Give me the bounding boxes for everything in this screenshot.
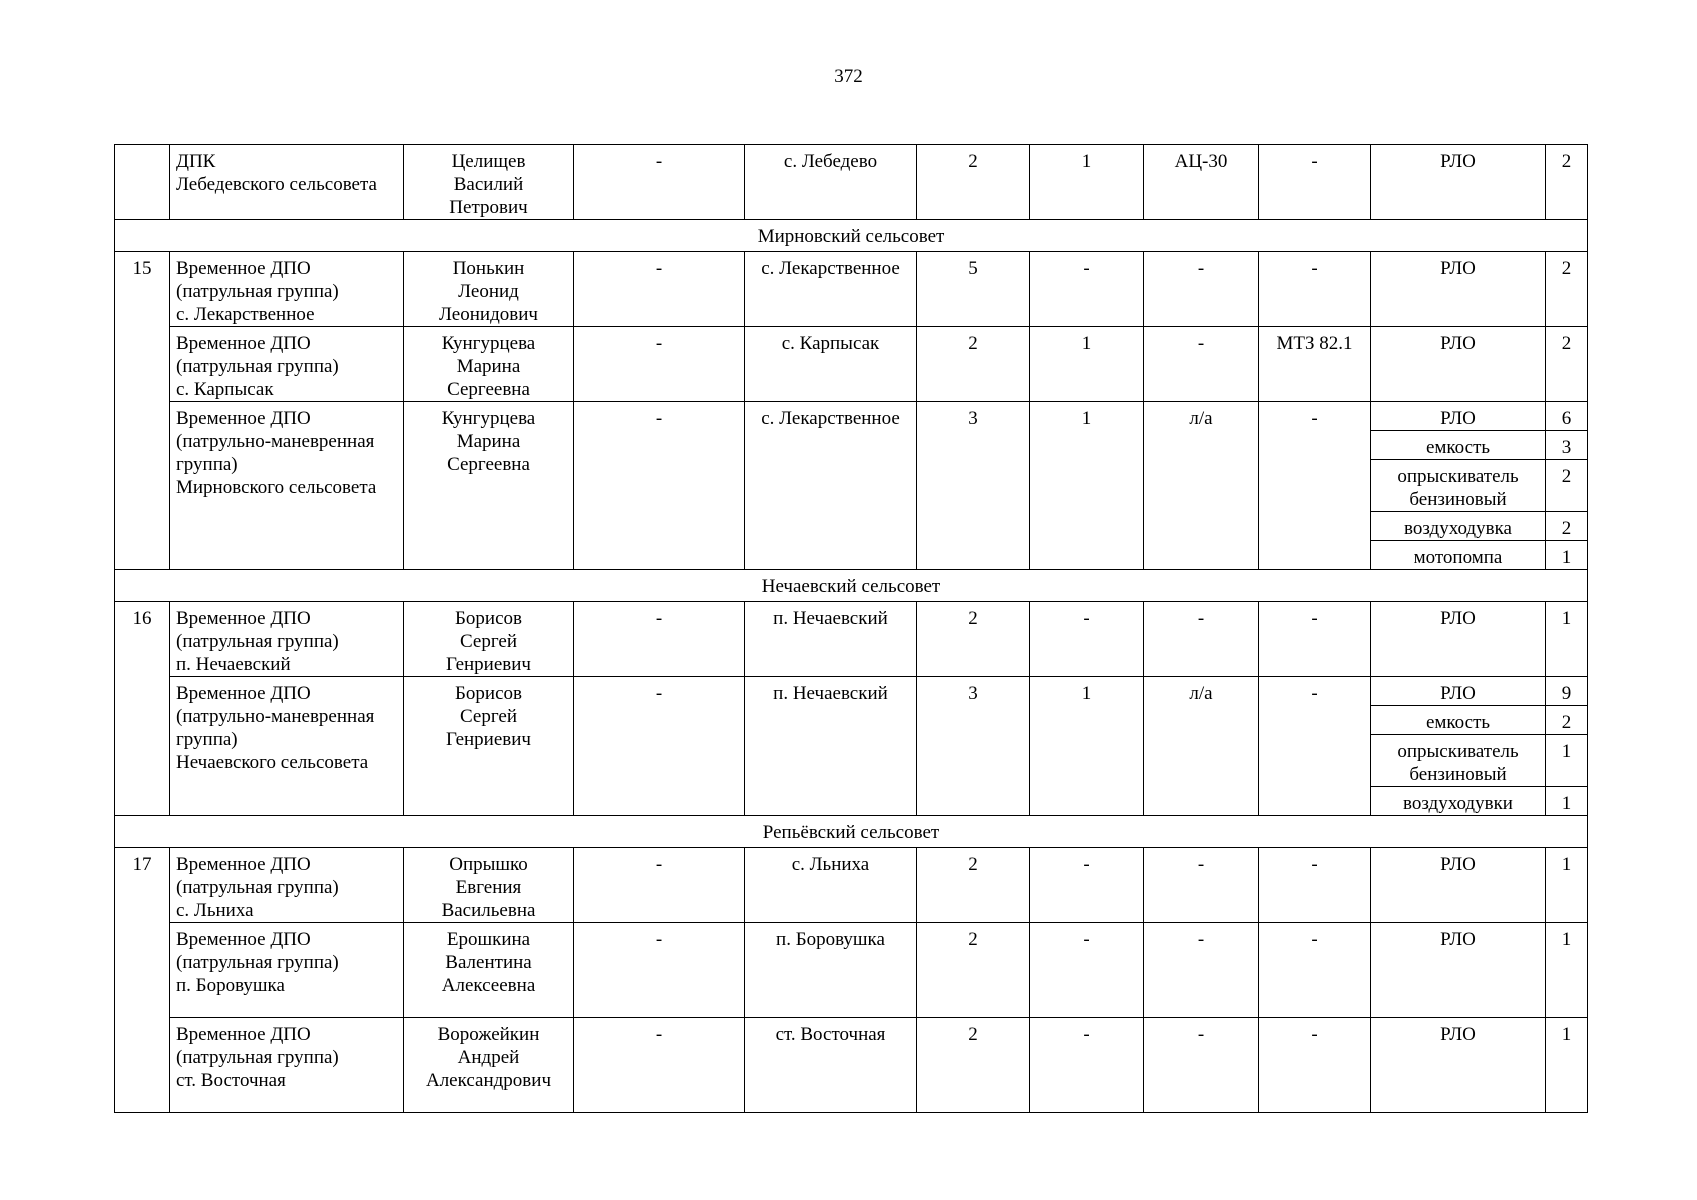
- location-cell: с. Лекарственное: [745, 402, 917, 570]
- vehicle-type-cell: -: [1144, 1018, 1259, 1113]
- table-row: [115, 677, 1588, 706]
- column-3-cell: -: [574, 252, 745, 327]
- equipment-item-cell: РЛО: [1371, 602, 1546, 677]
- section-row: [115, 816, 1588, 848]
- table-row: [115, 402, 1588, 431]
- vehicle-count-cell: -: [1030, 1018, 1144, 1113]
- column-3-cell: -: [574, 1018, 745, 1113]
- section-row: [115, 570, 1588, 602]
- equipment-item-cell: РЛО: [1371, 402, 1546, 431]
- equipment-item-cell: РЛО: [1371, 848, 1546, 923]
- table-row: [115, 145, 1588, 220]
- personnel-count-cell: 3: [917, 677, 1030, 816]
- table-row: [115, 848, 1588, 923]
- equipment-item-cell: РЛО: [1371, 923, 1546, 1018]
- unit-name-cell: Временное ДПО (патрульная группа) с. Льниха: [170, 848, 404, 923]
- equipment-qty-cell: 1: [1546, 735, 1588, 787]
- column-3-cell: -: [574, 402, 745, 570]
- column-3-cell: -: [574, 677, 745, 816]
- personnel-count-cell: 5: [917, 252, 1030, 327]
- equipment-item-cell: мотопомпа: [1371, 541, 1546, 570]
- unit-name-cell: Временное ДПО (патрульно-маневренная группа) Нечаевского сельсовета: [170, 677, 404, 816]
- personnel-count-cell: 2: [917, 1018, 1030, 1113]
- vehicle-count-cell: -: [1030, 848, 1144, 923]
- vehicle-type-cell: л/а: [1144, 677, 1259, 816]
- vehicle-type-cell: л/а: [1144, 402, 1259, 570]
- equipment-item-cell: опрыскиватель бензиновый: [1371, 460, 1546, 512]
- vehicle-type-cell: -: [1144, 923, 1259, 1018]
- head-name-cell: Борисов Сергей Генриевич: [404, 677, 574, 816]
- column-3-cell: -: [574, 327, 745, 402]
- head-name-cell: Понькин Леонид Леонидович: [404, 252, 574, 327]
- vehicle-count-cell: 1: [1030, 145, 1144, 220]
- table-row: [115, 602, 1588, 677]
- unit-name-cell: Временное ДПО (патрульная группа) с. Карпысак: [170, 327, 404, 402]
- location-cell: ст. Восточная: [745, 1018, 917, 1113]
- equipment-qty-cell: 1: [1546, 923, 1588, 1018]
- head-name-cell: Кунгурцева Марина Сергеевна: [404, 327, 574, 402]
- equipment-qty-cell: 2: [1546, 252, 1588, 327]
- equipment-qty-cell: 1: [1546, 787, 1588, 816]
- row-number-cell: 16: [115, 602, 170, 816]
- unit-name-cell: Временное ДПО (патрульная группа) п. Боровушка: [170, 923, 404, 1018]
- column-3-cell: -: [574, 145, 745, 220]
- table-row: [115, 923, 1588, 1018]
- vehicle-type-cell: АЦ-30: [1144, 145, 1259, 220]
- head-name-cell: Борисов Сергей Генриевич: [404, 602, 574, 677]
- location-cell: с. Карпысак: [745, 327, 917, 402]
- tractor-cell: -: [1259, 402, 1371, 570]
- head-name-cell: Опрышко Евгения Васильевна: [404, 848, 574, 923]
- equipment-item-cell: воздуходувки: [1371, 787, 1546, 816]
- column-3-cell: -: [574, 848, 745, 923]
- location-cell: с. Лебедево: [745, 145, 917, 220]
- vehicle-type-cell: -: [1144, 602, 1259, 677]
- equipment-qty-cell: 6: [1546, 402, 1588, 431]
- equipment-qty-cell: 2: [1546, 145, 1588, 220]
- location-cell: п. Боровушка: [745, 923, 917, 1018]
- equipment-qty-cell: 9: [1546, 677, 1588, 706]
- equipment-item-cell: РЛО: [1371, 677, 1546, 706]
- vehicle-count-cell: -: [1030, 252, 1144, 327]
- unit-name-cell: Временное ДПО (патрульная группа) с. Лекарственное: [170, 252, 404, 327]
- head-name-cell: Целищев Василий Петрович: [404, 145, 574, 220]
- equipment-qty-cell: 2: [1546, 706, 1588, 735]
- personnel-count-cell: 2: [917, 327, 1030, 402]
- column-3-cell: -: [574, 923, 745, 1018]
- tractor-cell: -: [1259, 1018, 1371, 1113]
- table-row: [115, 252, 1588, 327]
- equipment-item-cell: емкость: [1371, 706, 1546, 735]
- location-cell: с. Лекарственное: [745, 252, 917, 327]
- column-3-cell: -: [574, 602, 745, 677]
- tractor-cell: -: [1259, 252, 1371, 327]
- equipment-qty-cell: 1: [1546, 602, 1588, 677]
- vehicle-count-cell: 1: [1030, 327, 1144, 402]
- vehicle-type-cell: -: [1144, 848, 1259, 923]
- vehicle-type-cell: -: [1144, 252, 1259, 327]
- equipment-qty-cell: 2: [1546, 512, 1588, 541]
- equipment-item-cell: опрыскиватель бензиновый: [1371, 735, 1546, 787]
- unit-name-cell: Временное ДПО (патрульно-маневренная группа) Мирновского сельсовета: [170, 402, 404, 570]
- fire-brigades-table: [114, 144, 1588, 1113]
- personnel-count-cell: 2: [917, 602, 1030, 677]
- section-title: Нечаевский сельсовет: [115, 570, 1588, 602]
- vehicle-count-cell: -: [1030, 923, 1144, 1018]
- section-title: Мирновский сельсовет: [115, 220, 1588, 252]
- vehicle-count-cell: 1: [1030, 402, 1144, 570]
- equipment-qty-cell: 3: [1546, 431, 1588, 460]
- head-name-cell: Ворожейкин Андрей Александрович: [404, 1018, 574, 1113]
- personnel-count-cell: 2: [917, 848, 1030, 923]
- vehicle-count-cell: -: [1030, 602, 1144, 677]
- equipment-item-cell: емкость: [1371, 431, 1546, 460]
- vehicle-count-cell: 1: [1030, 677, 1144, 816]
- tractor-cell: -: [1259, 923, 1371, 1018]
- personnel-count-cell: 3: [917, 402, 1030, 570]
- equipment-item-cell: воздуходувка: [1371, 512, 1546, 541]
- equipment-qty-cell: 1: [1546, 848, 1588, 923]
- head-name-cell: Ерошкина Валентина Алексеевна: [404, 923, 574, 1018]
- equipment-qty-cell: 2: [1546, 460, 1588, 512]
- equipment-item-cell: РЛО: [1371, 327, 1546, 402]
- tractor-cell: -: [1259, 602, 1371, 677]
- row-number-cell: [115, 145, 170, 220]
- equipment-qty-cell: 2: [1546, 327, 1588, 402]
- unit-name-cell: ДПК Лебедевского сельсовета: [170, 145, 404, 220]
- tractor-cell: -: [1259, 677, 1371, 816]
- equipment-item-cell: РЛО: [1371, 252, 1546, 327]
- page-number: 372: [834, 66, 863, 87]
- equipment-item-cell: РЛО: [1371, 145, 1546, 220]
- unit-name-cell: Временное ДПО (патрульная группа) ст. Восточная: [170, 1018, 404, 1113]
- row-number-cell: 15: [115, 252, 170, 570]
- tractor-cell: -: [1259, 848, 1371, 923]
- equipment-qty-cell: 1: [1546, 1018, 1588, 1113]
- location-cell: п. Нечаевский: [745, 602, 917, 677]
- table-row: [115, 327, 1588, 402]
- location-cell: п. Нечаевский: [745, 677, 917, 816]
- equipment-qty-cell: 1: [1546, 541, 1588, 570]
- row-number-cell: 17: [115, 848, 170, 1113]
- location-cell: с. Льниха: [745, 848, 917, 923]
- personnel-count-cell: 2: [917, 145, 1030, 220]
- section-title: Репьёвский сельсовет: [115, 816, 1588, 848]
- equipment-item-cell: РЛО: [1371, 1018, 1546, 1113]
- personnel-count-cell: 2: [917, 923, 1030, 1018]
- vehicle-type-cell: -: [1144, 327, 1259, 402]
- head-name-cell: Кунгурцева Марина Сергеевна: [404, 402, 574, 570]
- unit-name-cell: Временное ДПО (патрульная группа) п. Нечаевский: [170, 602, 404, 677]
- tractor-cell: МТЗ 82.1: [1259, 327, 1371, 402]
- section-row: [115, 220, 1588, 252]
- tractor-cell: -: [1259, 145, 1371, 220]
- table-row: [115, 1018, 1588, 1113]
